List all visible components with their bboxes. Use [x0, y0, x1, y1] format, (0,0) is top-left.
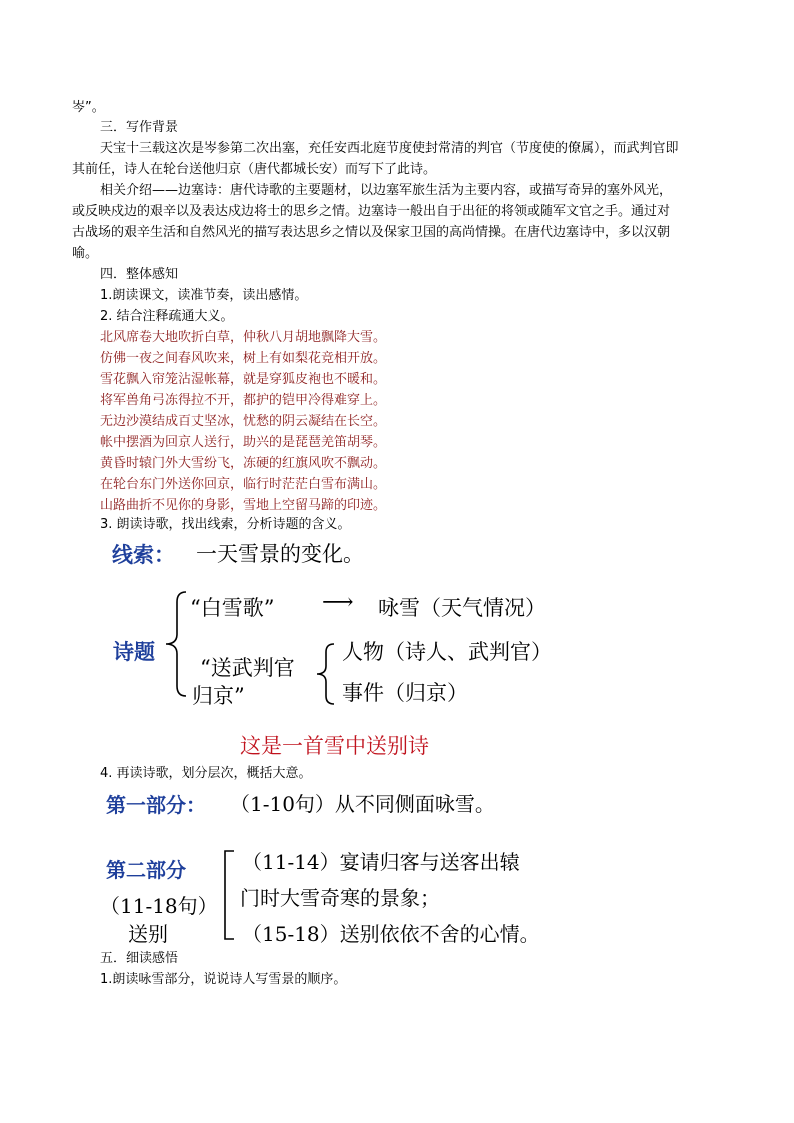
yongxue-text: 咏雪（天气情况） — [378, 596, 546, 620]
clue-text: 一天雪景的变化。 — [196, 542, 364, 566]
translation-line: 将军兽角弓冻得拉不开，都护的铠甲冷得难穿上。 — [100, 393, 387, 408]
translation-line: 北风席卷大地吹折白草，仲秋八月胡地飘降大雪。 — [100, 330, 387, 345]
part1-label: 第一部分： — [106, 793, 206, 817]
part1-text: （1-10句）从不同侧面咏雪。 — [230, 792, 495, 816]
translation-line: 黄昏时辕门外大雪纷飞，冻硬的红旗风吹不飘动。 — [100, 456, 387, 471]
part2-range: （11-18句） — [100, 894, 218, 918]
part2-line-1: （11-14）宴请归客与送客出辕 — [242, 850, 520, 874]
task-1: 1.朗读课文，读准节奏，读出感情。 — [100, 288, 308, 303]
section-heading-3: 三．写作背景 — [100, 120, 179, 135]
part2-bracket — [216, 848, 238, 942]
translation-line: 山路曲折不见你的身影，雪地上空留马蹄的印迹。 — [100, 498, 387, 513]
task-4: 4. 再读诗歌，划分层次，概括大意。 — [100, 766, 312, 781]
title-brace — [160, 588, 190, 700]
translation-line: 仿佛一夜之间春风吹来，树上有如梨花竞相开放。 — [100, 351, 387, 366]
related-line-4: 喻。 — [72, 246, 99, 261]
task-5: 1.朗读咏雪部分，说说诗人写雪景的顺序。 — [100, 972, 347, 987]
translation-line: 无边沙漠结成百丈坚冰，忧愁的阴云凝结在长空。 — [100, 414, 387, 429]
part2-name: 送别 — [128, 922, 168, 946]
conclusion-text: 这是一首雪中送别诗 — [240, 734, 429, 758]
shijian-text: 事件（归京） — [342, 681, 468, 705]
translation-line: 帐中摆酒为回京人送行，助兴的是琵琶羌笛胡琴。 — [100, 435, 387, 450]
text-line: 岑”。 — [72, 100, 105, 115]
renwu-text: 人物（诗人、武判官） — [342, 640, 552, 664]
task-2: 2. 结合注释疏通大义。 — [100, 309, 234, 324]
clue-label: 线索： — [112, 543, 175, 567]
title-label: 诗题 — [113, 640, 155, 664]
related-line-1: 相关介绍——边塞诗：唐代诗歌的主要题材，以边塞军旅生活为主要内容，或描写奇异的塞外风光， — [100, 183, 673, 198]
part2-line-2: 门时大雪奇寒的景象； — [240, 886, 440, 910]
song-text-line-1: “送武判官 — [200, 656, 295, 680]
background-line-2: 其前任，诗人在轮台送他归京（唐代都城长安）而写下了此诗。 — [72, 162, 437, 177]
translation-line: 在轮台东门外送你回京，临行时茫茫白雪布满山。 — [100, 477, 387, 492]
related-line-3: 古战场的艰辛生活和自然风光的描写表达思乡之情以及保家卫国的高尚情操。在唐代边塞诗中，多以汉朝 — [72, 225, 671, 240]
translation-line: 雪花飘入帘笼沾湿帐幕，就是穿狐皮袍也不暖和。 — [100, 372, 387, 387]
part2-line-3: （15-18）送别依依不舍的心情。 — [242, 922, 540, 946]
section-heading-5: 五．细读感悟 — [100, 951, 179, 966]
arrow-icon: ⟶ — [322, 590, 354, 615]
event-brace — [312, 640, 338, 708]
song-text-line-2: 归京” — [192, 684, 245, 708]
section-heading-4: 四．整体感知 — [100, 267, 179, 282]
baixue-text: “白雪歌” — [190, 596, 275, 620]
background-line-1: 天宝十三载这次是岑参第二次出塞，充任安西北庭节度使封常清的判官（节度使的僚属），而武判官即 — [100, 141, 679, 156]
task-3: 3. 朗读诗歌，找出线索，分析诗题的含义。 — [100, 517, 351, 532]
related-line-2: 或反映戍边的艰辛以及表达戍边将士的思乡之情。边塞诗一般出自于出征的将领或随军文官之手。通过对 — [72, 204, 671, 219]
part2-label: 第二部分 — [106, 858, 186, 882]
